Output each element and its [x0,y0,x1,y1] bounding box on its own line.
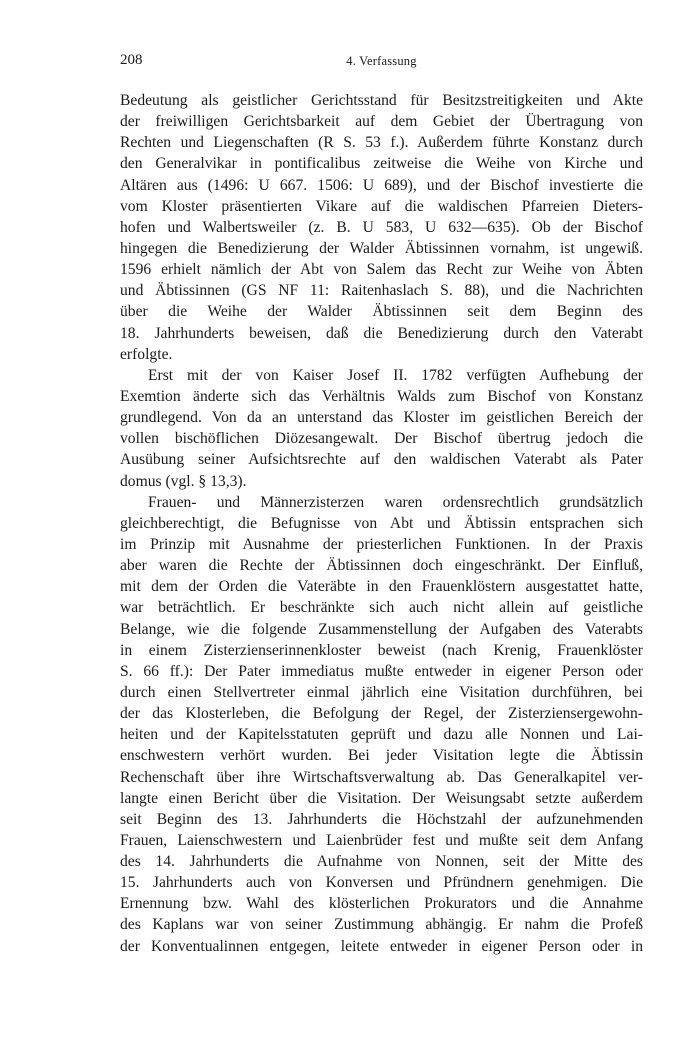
text-line: Altären aus (1496: U 667. 1506: U 689), und der Bischof investierte die [120,176,643,194]
text-line: langte einen Bericht über die Visitation. Der Weisungsabt setzte außerdem [120,789,643,807]
text-line: aber waren die Rechte der Äbtissinnen doch eingeschränkt. Der Einfluß, [120,557,643,575]
body-text [120,90,643,957]
text-line: erfolgte. [120,345,173,363]
text-line: durch einen Stellvertreter einmal jährlich eine Visitation durchführen, bei [120,683,643,701]
text-line: enschwestern verhört wurden. Bei jeder Visitation legte die Äbtissin [120,747,643,765]
text-line: Exemtion änderte sich das Verhältnis Walds zum Bischof von Konstanz [120,387,643,405]
text-line: grundlegend. Von da an unterstand das Kloster im geistlichen Bereich der [120,409,643,427]
text-line: Rechenschaft über ihre Wirtschaftsverwaltung ab. Das Generalkapitel ver- [120,768,643,786]
page-number: 208 [120,52,143,68]
text-line: seit Beginn des 13. Jahrhunderts die Höchstzahl der aufzunehmenden [120,810,643,828]
text-line: im Prinzip mit Ausnahme der priesterlichen Funktionen. In der Praxis [120,535,643,553]
text-line: 15. Jahrhunderts auch von Konversen und Pfründnern genehmigen. Die [120,874,643,892]
text-line: vollen bischöflichen Diözesangewalt. Der Bischof übertrug jedoch die [120,430,643,448]
text-line: gleichberechtigt, die Befugnisse von Abt und Äbtissin entsprachen sich [120,514,643,532]
text-line: 18. Jahrhunderts beweisen, daß die Benedizierung durch den Vaterabt [120,324,643,342]
running-head [120,52,643,74]
text-line: 1596 erhielt nämlich der Abt von Salem das Recht zur Weihe von Äbten [120,261,643,279]
text-line: S. 66 ff.): Der Pater immediatus mußte entweder in eigener Person oder [120,662,643,680]
chapter-title: 4. Verfassung [346,54,417,68]
text-line: war beträchtlich. Er beschränkte sich auch nicht allein auf geistliche [120,599,643,617]
text-line: Erst mit der von Kaiser Josef II. 1782 verfügten Aufhebung der [148,366,643,384]
text-line: domus (vgl. § 13,3). [120,472,247,490]
text-line: Frauen- und Männerzisterzen waren ordensrechtlich grundsätzlich [148,493,643,511]
text-line: des 14. Jahrhunderts die Aufnahme von Nonnen, seit der Mitte des [120,853,643,871]
text-line: Ernennung bzw. Wahl des klösterlichen Prokurators und die Annahme [120,895,643,913]
text-line: hofen und Walbertsweiler (z. B. U 583, U 632—635). Ob der Bischof [120,218,643,236]
text-line: der freiwilligen Gerichtsbarkeit auf dem Gebiet der Übertragung von [120,113,643,131]
text-line: Frauen, Laienschwestern und Laienbrüder fest und mußte seit dem Anfang [120,831,643,849]
text-line: in einem Zisterzienserinnenkloster beweist (nach Krenig, Frauenklöster [120,641,643,659]
text-line: Rechten und Liegenschaften (R S. 53 f.). Außerdem führte Konstanz durch [120,134,643,152]
text-line: der das Klosterleben, die Befolgung der Regel, der Zisterziensergewohn- [120,705,643,723]
text-line: Ausübung seiner Aufsichtsrechte auf den waldischen Vaterabt als Pater [120,451,643,469]
text-line: Bedeutung als geistlicher Gerichtsstand für Besitzstreitigkeiten und Akte [120,92,643,109]
text-line: des Kaplans war von seiner Zustimmung abhängig. Er nahm die Profeß [120,916,643,934]
text-line: den Generalvikar in pontificalibus zeitweise die Weihe von Kirche und [120,155,643,173]
text-line: über die Weihe der Walder Äbtissinnen seit dem Beginn des [120,303,643,321]
text-line: hingegen die Benedizierung der Walder Äbtissinnen vornahm, ist ungewiß. [120,239,643,257]
text-line: heiten und der Kapitelsstatuten geprüft und dazu alle Nonnen und Lai- [120,726,643,744]
text-line: der Konventualinnen entgegen, leitete entweder in eigener Person oder in [120,937,643,955]
text-line: vom Kloster präsentierten Vikare auf die waldischen Pfarreien Dieters- [120,197,643,215]
text-line: mit dem der Orden die Vateräbte in den Frauenklöstern ausgestattet hatte, [120,578,643,596]
text-line: Belange, wie die folgende Zusammenstellung der Aufgaben des Vaterabts [120,620,643,638]
text-line: und Äbtissinnen (GS NF 11: Raitenhaslach S. 88), und die Nachrichten [120,282,643,300]
